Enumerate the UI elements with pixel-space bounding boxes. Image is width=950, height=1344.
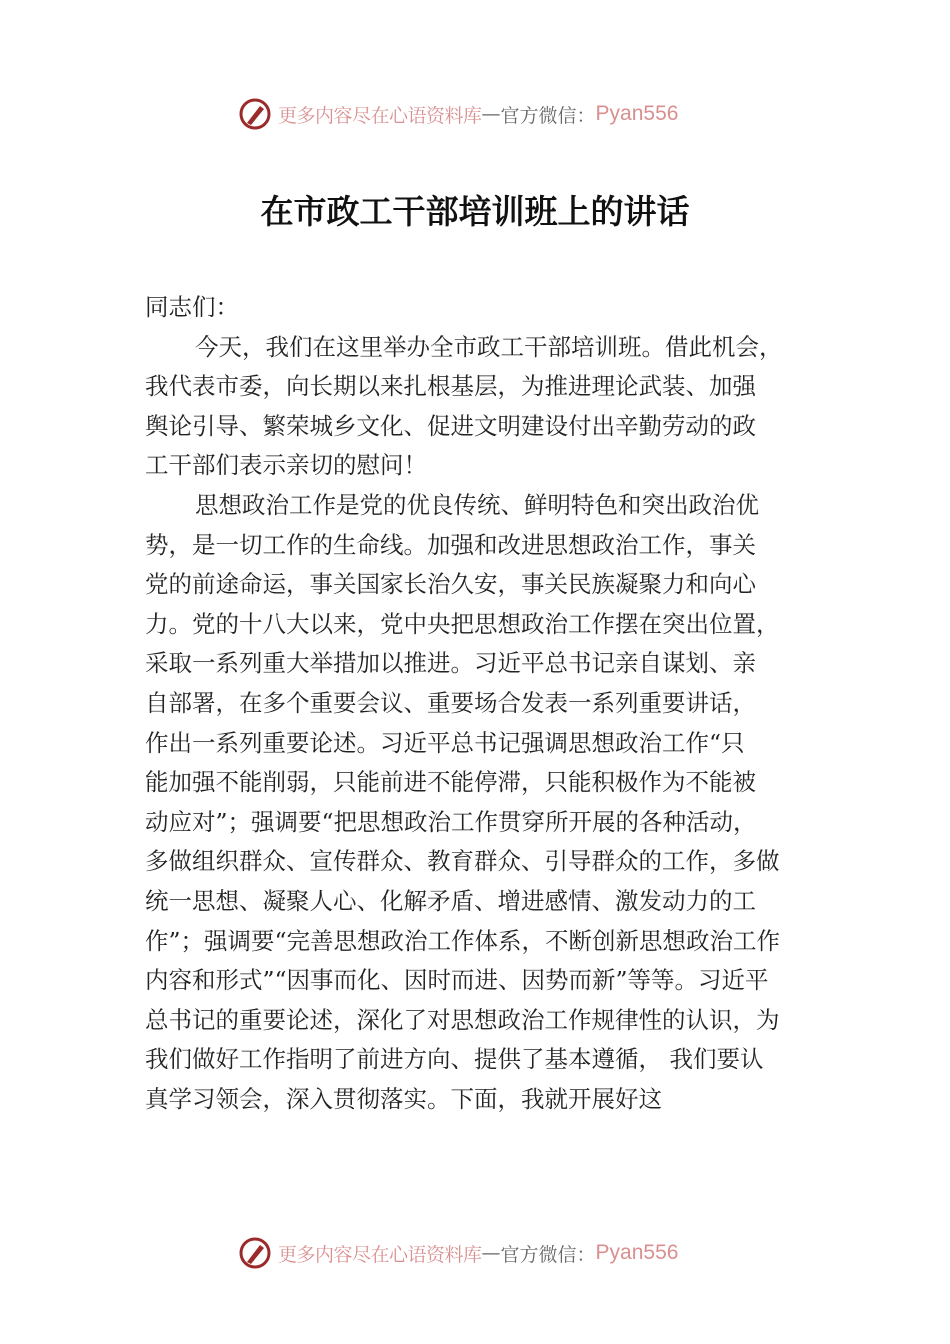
- text-line: 我代表市委，向长期以来扎根基层，为推进理论武装、加强: [145, 372, 756, 401]
- pen-logo-icon: [238, 1236, 272, 1270]
- watermark-label: 官方微信：: [500, 104, 596, 127]
- watermark-dash: —: [481, 1242, 501, 1264]
- text-line: 今天，我们在这里举办全市政工干部培训班。借此机会，: [195, 332, 783, 361]
- pen-logo-icon: [238, 97, 272, 131]
- text-line: 多做组织群众、宣传群众、教育群众、引导群众的工作，多做: [145, 847, 780, 876]
- text-line: 能加强不能削弱，只能前进不能停滞，只能积极作为不能被: [145, 768, 756, 797]
- text-line: 思想政治工作是党的优良传统、鲜明特色和突出政治优: [195, 490, 759, 519]
- text-line: 统一思想、凝聚人心、化解矛盾、增进感情、激发动力的工: [145, 886, 756, 915]
- watermark-account: Pyan556: [595, 1241, 679, 1264]
- header-watermark: [238, 97, 678, 131]
- watermark-site: 更多内容尽在心语资料库: [278, 104, 482, 127]
- text-line: 同志们：: [145, 293, 239, 321]
- document-title: 在市政工干部培训班上的讲话: [260, 192, 690, 231]
- document-body: [145, 288, 835, 1119]
- watermark-site: 更多内容尽在心语资料库: [278, 1243, 482, 1266]
- text-line: 党的前途命运，事关国家长治久安，事关民族凝聚力和向心: [145, 570, 756, 599]
- watermark-dash: —: [481, 103, 501, 125]
- text-line: 内容和形式”“因事而化、因时而进、因势而新”等等。习近平: [145, 966, 769, 995]
- watermark-account: Pyan556: [595, 102, 679, 125]
- text-line: 作出一系列重要论述。习近平总书记强调思想政治工作“只: [145, 728, 745, 757]
- text-line: 舆论引导、繁荣城乡文化、促进文明建设付出辛勤劳动的政: [145, 411, 756, 440]
- watermark-label: 官方微信：: [500, 1243, 596, 1266]
- text-line: 作”；强调要“完善思想政治工作体系，不断创新思想政治工作: [145, 926, 781, 955]
- text-line: 总书记的重要论述，深化了对思想政治工作规律性的认识，为: [145, 1005, 780, 1034]
- text-line: 真学习领会，深入贯彻落实。下面，我就开展好这: [145, 1084, 662, 1113]
- text-line: 动应对”；强调要“把思想政治工作贯穿所开展的各种活动，: [145, 807, 757, 836]
- text-line: 我们做好工作指明了前进方向、提供了基本遵循， 我们要认: [145, 1045, 764, 1074]
- text-line: 势，是一切工作的生命线。加强和改进思想政治工作，事关: [145, 530, 756, 559]
- text-line: 采取一系列重大举措加以推进。习近平总书记亲自谋划、亲: [145, 649, 756, 678]
- text-line: 自部署，在多个重要会议、重要场合发表一系列重要讲话，: [145, 688, 756, 717]
- footer-watermark: [238, 1236, 678, 1270]
- text-line: 工干部们表示亲切的慰问！: [145, 451, 427, 480]
- text-line: 力。党的十八大以来，党中央把思想政治工作摆在突出位置，: [145, 609, 780, 638]
